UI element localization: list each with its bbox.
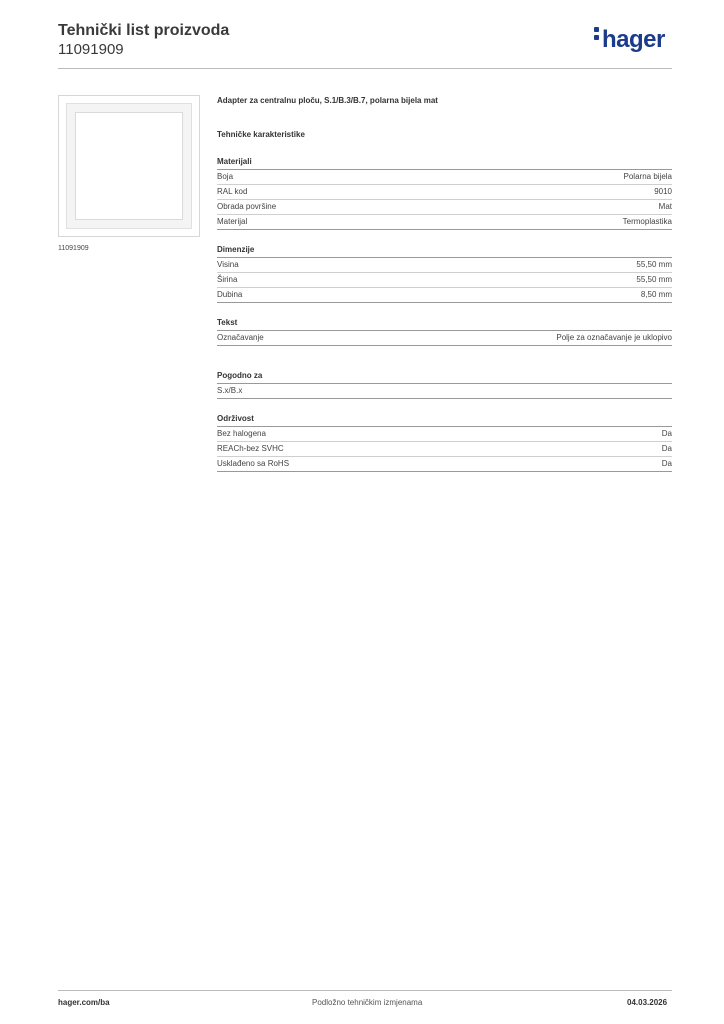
spec-row <box>217 170 672 185</box>
group-title: Pogodno za <box>217 371 672 384</box>
hager-logo <box>594 26 665 54</box>
spec-row <box>217 442 672 457</box>
product-image <box>58 95 200 237</box>
footer-date: 04.03.2026 <box>627 998 668 1007</box>
logo-dots-icon <box>594 27 600 43</box>
footer-divider <box>58 990 672 991</box>
spec-row <box>217 331 672 346</box>
spec-label: Boja <box>217 172 234 181</box>
section-heading: Tehničke karakteristike <box>217 130 305 139</box>
spec-row <box>217 384 672 399</box>
spec-label: RAL kod <box>217 187 248 196</box>
logo-text: hager <box>602 26 665 53</box>
spec-value: Termoplastika <box>622 217 672 226</box>
spec-group-odrzivost <box>217 414 672 472</box>
spec-value: 55,50 mm <box>636 260 672 269</box>
spec-label: Širina <box>217 275 238 284</box>
spec-value: 55,50 mm <box>636 275 672 284</box>
spec-group-pogodno-za <box>217 371 672 399</box>
spec-value: Mat <box>658 202 672 211</box>
spec-label: Bez halogena <box>217 429 266 438</box>
group-title: Održivost <box>217 414 672 427</box>
product-code: 11091909 <box>58 41 124 58</box>
group-title: Dimenzije <box>217 245 672 258</box>
spec-label: REACh-bez SVHC <box>217 444 284 453</box>
product-image-caption: 11091909 <box>58 245 89 252</box>
spec-row <box>217 215 672 230</box>
spec-label: Usklađeno sa RoHS <box>217 459 290 468</box>
spec-row <box>217 288 672 303</box>
spec-label: Visina <box>217 260 239 269</box>
spec-label: Obrada površine <box>217 202 277 211</box>
spec-group-materijali <box>217 157 672 230</box>
spec-label: S.x/B.x <box>217 386 243 395</box>
spec-group-dimenzije <box>217 245 672 303</box>
spec-label: Materijal <box>217 217 248 226</box>
spec-value: Polarna bijela <box>623 172 672 181</box>
spec-value: Da <box>661 444 672 453</box>
spec-row <box>217 427 672 442</box>
spec-label: Označavanje <box>217 333 264 342</box>
spec-row <box>217 200 672 215</box>
header-divider <box>58 68 672 69</box>
spec-value: 8,50 mm <box>640 290 672 299</box>
spec-group-tekst <box>217 318 672 346</box>
spec-row <box>217 185 672 200</box>
product-title: Adapter za centralnu ploču, S.1/B.3/B.7, polarna bijela mat <box>217 96 438 105</box>
group-title: Materijali <box>217 157 672 170</box>
spec-row <box>217 457 672 472</box>
spec-value: Da <box>661 459 672 468</box>
spec-value: 9010 <box>654 187 672 196</box>
footer-website: hager.com/ba <box>58 998 110 1007</box>
spec-row <box>217 258 672 273</box>
page-title: Tehnički list proizvoda <box>58 22 230 39</box>
footer-notice: Podložno tehničkim izmjenama <box>312 998 423 1007</box>
spec-row <box>217 273 672 288</box>
spec-label: Dubina <box>217 290 243 299</box>
group-title: Tekst <box>217 318 672 331</box>
adapter-opening <box>75 112 183 220</box>
spec-content <box>217 96 672 472</box>
spec-value: Da <box>661 429 672 438</box>
adapter-frame-image <box>66 103 192 229</box>
spec-value: Polje za označavanje je uklopivo <box>556 333 672 342</box>
